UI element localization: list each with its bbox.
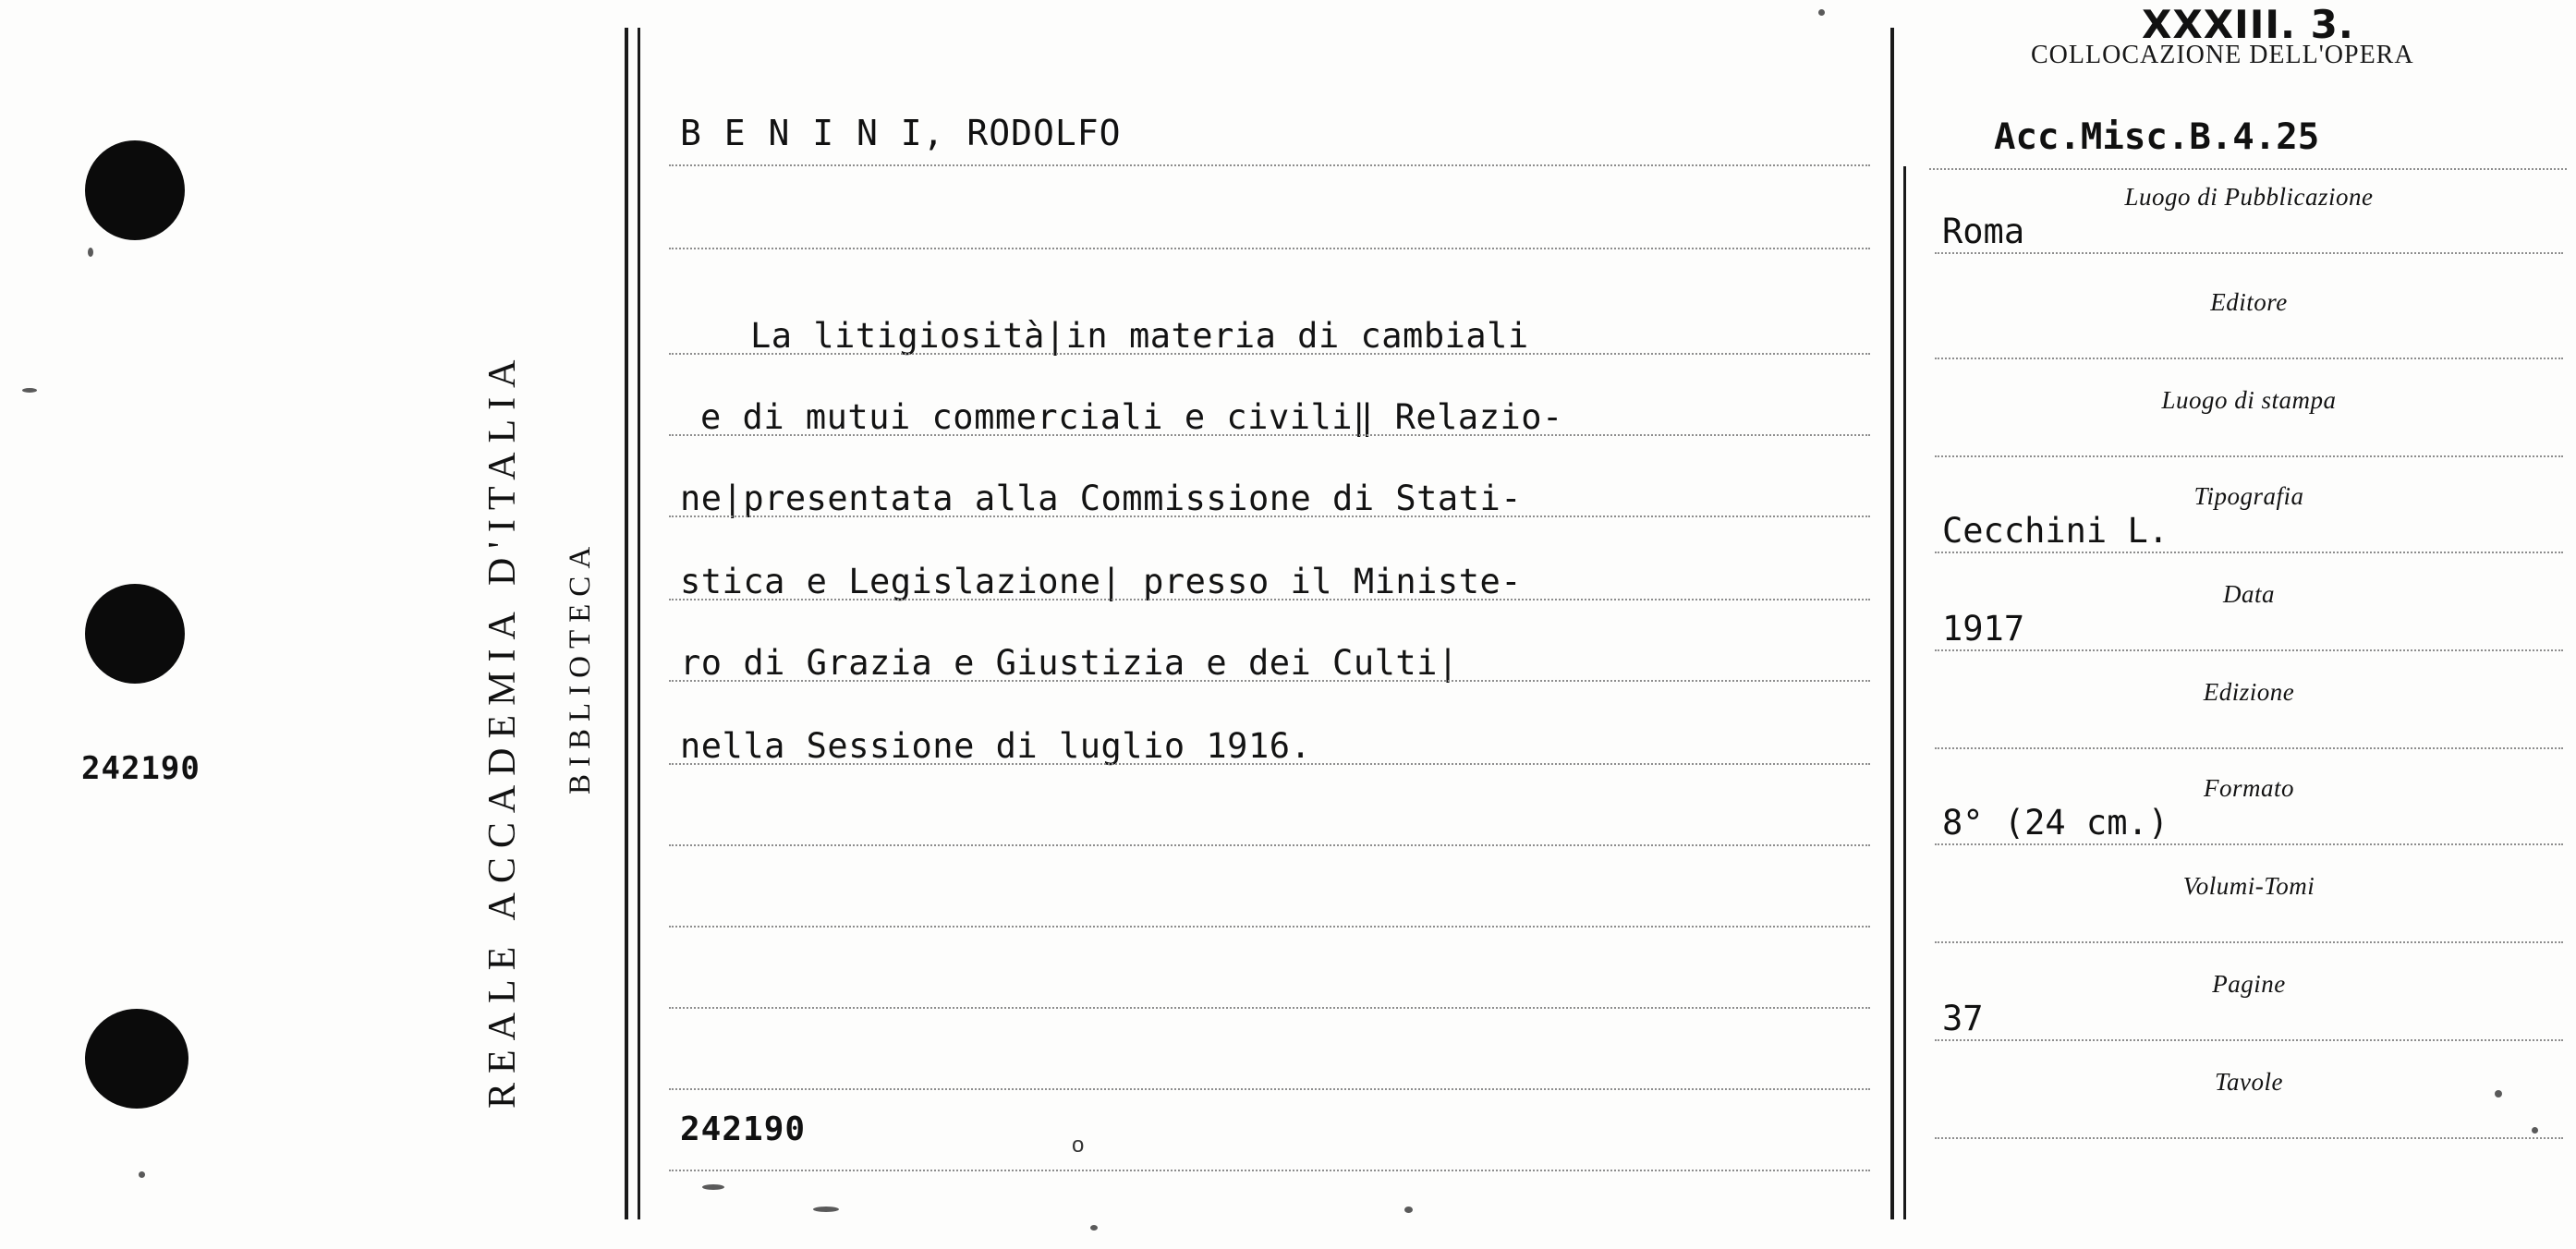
rule-line bbox=[1929, 168, 2567, 170]
divider-vertical-left-outer bbox=[625, 28, 628, 1219]
institution-name-vertical: REALE ACCADEMIA D'ITALIA bbox=[481, 350, 524, 1109]
field-value bbox=[1935, 707, 2563, 747]
rule-line bbox=[669, 763, 1870, 765]
field-tavole bbox=[1935, 1068, 2563, 1139]
field-value: 1917 bbox=[1942, 609, 2025, 649]
divider-vertical-right-outer bbox=[1890, 28, 1894, 1219]
center-small-mark: o bbox=[1072, 1133, 1085, 1158]
rule-line bbox=[669, 1170, 1870, 1171]
rule-line bbox=[1935, 649, 2563, 651]
shelfmark-value: XXXIII. 3. bbox=[2142, 2, 2354, 47]
punch-hole-icon bbox=[85, 1009, 188, 1109]
rule-line bbox=[669, 1007, 1870, 1009]
right-metadata-panel bbox=[1911, 0, 2576, 1249]
field-pagine bbox=[1935, 970, 2563, 1041]
rule-line bbox=[1935, 1039, 2563, 1041]
rule-line bbox=[1935, 1137, 2563, 1139]
rule-line bbox=[1935, 252, 2563, 254]
field-volumi-tomi bbox=[1935, 872, 2563, 943]
field-luogo-di-stampa bbox=[1935, 386, 2563, 457]
field-luogo-di-pubblicazione bbox=[1935, 183, 2563, 254]
field-value: Cecchini L. bbox=[1942, 511, 2169, 551]
field-data bbox=[1935, 580, 2563, 651]
center-record-area bbox=[647, 28, 1885, 1229]
rule-line bbox=[669, 926, 1870, 928]
rule-line bbox=[1935, 843, 2563, 845]
field-value bbox=[1935, 415, 2563, 455]
field-label: Luogo di stampa bbox=[2161, 386, 2337, 414]
paper-speck bbox=[1404, 1207, 1413, 1213]
title-line-3: ne|presentata alla Commissione di Stati- bbox=[680, 479, 1523, 518]
library-label-vertical: BIBLIOTECA bbox=[564, 539, 597, 794]
paper-speck bbox=[2495, 1090, 2502, 1097]
author-line: B E N I N I, RODOLFO bbox=[680, 113, 1122, 153]
rule-line bbox=[669, 1088, 1870, 1090]
title-line-4: stica e Legislazione| presso il Ministe- bbox=[680, 562, 1523, 601]
field-value: Roma bbox=[1942, 212, 2025, 251]
inventory-number-center: 242190 bbox=[680, 1110, 807, 1148]
field-value bbox=[1935, 901, 2563, 941]
field-value: 37 bbox=[1942, 999, 1984, 1038]
rule-line bbox=[669, 844, 1870, 846]
punch-hole-icon bbox=[85, 140, 185, 240]
divider-vertical-left-inner bbox=[638, 28, 640, 1219]
paper-speck bbox=[1818, 9, 1825, 16]
title-line-1: La litigiosità|in materia di cambiali bbox=[750, 316, 1529, 356]
field-label: Edizione bbox=[2203, 678, 2295, 706]
rule-line bbox=[669, 515, 1870, 517]
inventory-number-left: 242190 bbox=[81, 750, 200, 787]
shelfmark-caption: COLLOCAZIONE DELL'OPERA bbox=[2031, 41, 2414, 69]
field-label: Editore bbox=[2210, 288, 2288, 316]
paper-speck bbox=[702, 1184, 724, 1190]
rule-line bbox=[669, 434, 1870, 436]
field-label: Data bbox=[2223, 580, 2275, 608]
title-line-6: nella Sessione di luglio 1916. bbox=[680, 726, 1312, 766]
field-value: 8° (24 cm.) bbox=[1942, 803, 2169, 843]
field-value bbox=[1935, 317, 2563, 358]
field-editore bbox=[1935, 288, 2563, 359]
title-line-2: e di mutui commerciali e civili‖ Relazio- bbox=[700, 397, 1563, 437]
field-value bbox=[1935, 1097, 2563, 1137]
rule-line bbox=[1935, 941, 2563, 943]
paper-speck bbox=[139, 1171, 145, 1178]
field-tipografia bbox=[1935, 482, 2563, 553]
field-formato bbox=[1935, 774, 2563, 845]
punch-hole-icon bbox=[85, 584, 185, 684]
field-label: Pagine bbox=[2212, 970, 2286, 998]
title-line-5: ro di Grazia e Giustizia e dei Culti| bbox=[680, 643, 1459, 683]
field-label: Formato bbox=[2204, 774, 2294, 802]
rule-line bbox=[1935, 455, 2563, 457]
field-label: Tavole bbox=[2214, 1068, 2283, 1096]
rule-line bbox=[669, 248, 1870, 249]
paper-speck bbox=[2532, 1127, 2538, 1134]
rule-line bbox=[669, 164, 1870, 166]
paper-speck bbox=[813, 1207, 839, 1212]
rule-line bbox=[669, 599, 1870, 600]
paper-speck bbox=[88, 248, 93, 257]
rule-line bbox=[1935, 552, 2563, 553]
field-label: Tipografia bbox=[2193, 482, 2304, 510]
paper-speck bbox=[22, 388, 37, 393]
field-edizione bbox=[1935, 678, 2563, 749]
paper-speck bbox=[1090, 1225, 1098, 1231]
rule-line bbox=[1935, 747, 2563, 749]
classmark-value: Acc.Misc.B.4.25 bbox=[1994, 116, 2320, 158]
rule-line bbox=[669, 680, 1870, 682]
rule-line bbox=[669, 353, 1870, 355]
field-label: Luogo di Pubblicazione bbox=[2124, 183, 2374, 211]
rule-line bbox=[1935, 358, 2563, 359]
field-label: Volumi-Tomi bbox=[2182, 872, 2315, 900]
